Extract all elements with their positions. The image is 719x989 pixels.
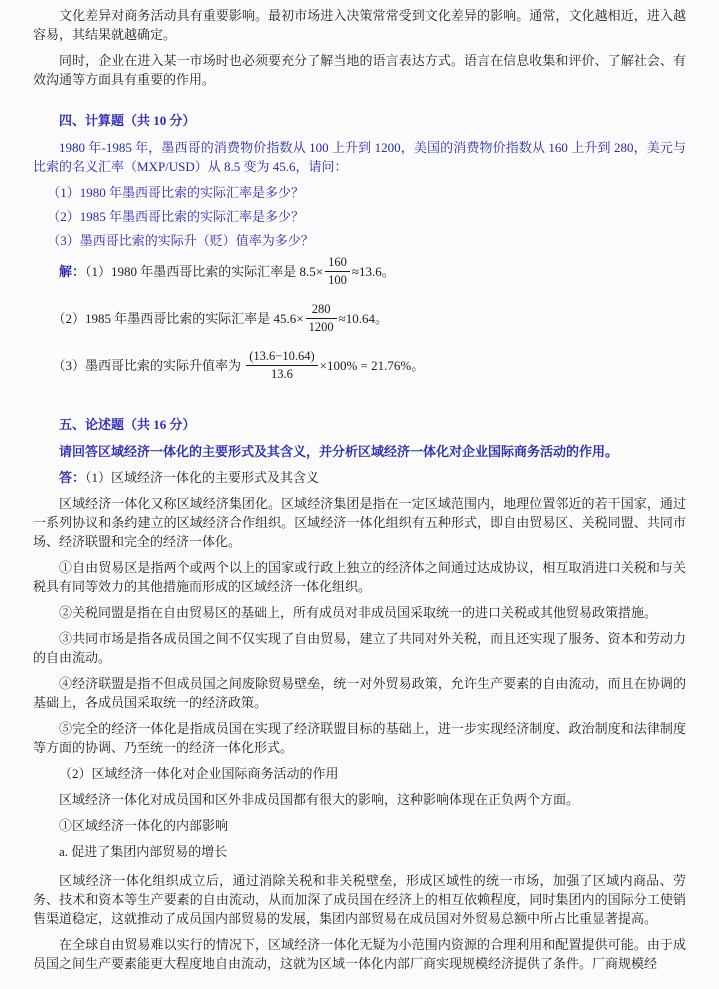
section4-question-2: （2）1985 年墨西哥比索的实际汇率是多少？	[47, 209, 305, 224]
body-paragraph: 区域经济一体化组织成立后，通过消除关税和非关税壁垒，形成区域性的统一市场，加强了区域内商品、劳务、技术和资本等生产要素的自由流动，从而加深了成员国在经济上的相互依赖程度，同时集团内的国际分工使销售渠道稳定，这就推动了成员国内部贸易的发展，集团内部贸易在成员国对外贸易总额中所占比重显著提高。	[33, 873, 686, 926]
solution-2-result: ≈10.64。	[338, 310, 388, 326]
answer-first-line: （1）区域经济一体化的主要形式及其含义	[85, 470, 320, 485]
fraction-denominator: 100	[328, 273, 347, 287]
fraction	[306, 302, 337, 335]
solution-2-expression	[273, 302, 388, 334]
answer-label: 答：	[59, 470, 86, 485]
solution-1-text: （1）1980 年墨西哥比索的实际汇率是	[85, 263, 300, 279]
solution-1-expression	[299, 255, 395, 287]
intro-paragraph: 同时，企业在进入某一市场时也必须要充分了解当地的语言表达方式。语言在信息收集和评价、了解社会、有效沟通等方面具有重要的作用。	[33, 53, 686, 87]
section5-heading: 五、论述题（共 16 分）	[59, 417, 196, 432]
solution-line-1	[33, 255, 686, 291]
solution-3-result: ×100% = 21.76%。	[319, 357, 425, 373]
solution-1-coefficient: 8.5×	[299, 263, 324, 279]
fraction	[246, 349, 317, 382]
solution-2-text: （2）1985 年墨西哥比索的实际汇率是	[52, 310, 274, 326]
body-paragraph: ③共同市场是指各成员国之间不仅实现了自由贸易，建立了共同对外关税，而且还实现了服务、资本和劳动力的自由流动。	[33, 631, 686, 665]
solution-line-3	[33, 349, 686, 385]
fraction-numerator: 280	[306, 302, 337, 319]
solution-2-coefficient: 45.6×	[273, 310, 304, 326]
solution-3-expression	[244, 349, 425, 381]
body-paragraph: 区域经济一体化对成员国和区外非成员国都有很大的影响，这种影响体现在正负两个方面。	[59, 792, 580, 807]
section4-question-3: （3）墨西哥比索的实际升（贬）值率为多少？	[47, 233, 314, 248]
body-paragraph: ④经济联盟是指不但成员国之间废除贸易壁垒，统一对外贸易政策，允许生产要素的自由流动，而且在协调的基础上，各成员国采取统一的经济政策。	[33, 676, 686, 710]
section4-question-1: （1）1980 年墨西哥比索的实际汇率是多少？	[47, 185, 305, 200]
solution-1-result: ≈13.6。	[351, 263, 395, 279]
solution-line-2	[33, 302, 686, 338]
fraction-denominator: 13.6	[271, 367, 293, 381]
fraction	[325, 255, 350, 288]
body-paragraph: a. 促进了集团内部贸易的增长	[59, 844, 228, 859]
fraction-numerator: (13.6−10.64)	[246, 349, 317, 366]
body-paragraph: ①区域经济一体化的内部影响	[59, 818, 229, 833]
body-paragraph: 区域经济一体化又称区域经济集团化。区域经济集团是指在一定区域范围内，地理位置邻近的若干国家，通过一系列协议和条约建立的区域经济合作组织。区域经济一体化组织有五种形式，即自由贸易区、关税同盟、共同市场、经济联盟和完全的经济一体化。	[33, 496, 686, 549]
section5-prompt: 请回答区域经济一体化的主要形式及其含义，并分析区域经济一体化对企业国际商务活动的作用。	[59, 444, 619, 459]
section5-answer-start	[33, 468, 686, 487]
intro-paragraph: 文化差异对商务活动具有重要影响。最初市场进入决策常常受到文化差异的影响。通常，文化越相近，进入越容易，其结果就越确定。	[33, 8, 686, 42]
fraction-numerator: 160	[325, 255, 350, 272]
body-paragraph: ①自由贸易区是指两个或两个以上的国家或行政上独立的经济体之间通过达成协议，相互取消进口关税和与关税具有同等效力的其他措施而形成的区域经济一体化组织。	[33, 560, 686, 594]
solution-3-text: （3）墨西哥比索的实际升值率为	[52, 357, 245, 373]
body-paragraph: ②关税同盟是指在自由贸易区的基础上，所有成员对非成员国采取统一的进口关税或其他贸易政策措施。	[59, 605, 658, 620]
body-paragraph: （2）区域经济一体化对企业国际商务活动的作用	[59, 766, 339, 781]
solution-label: 解：	[59, 263, 86, 279]
body-paragraph: ⑤完全的经济一体化是指成员国在实现了经济联盟目标的基础上，进一步实现经济制度、政治制度和法律制度等方面的协调、乃至统一的经济一体化形式。	[33, 721, 686, 755]
section4-problem-statement: 1980 年-1985 年，墨西哥的消费物价指数从 100 上升到 1200，美国的消费物价指数从 160 上升到 280，美元与比索的名义汇率（MXP/USD）从 8.5 变为 45.6，请问：	[33, 140, 686, 174]
fraction-denominator: 1200	[308, 320, 334, 334]
section4-heading: 四、计算题（共 10 分）	[59, 113, 196, 128]
body-paragraph: 在全球自由贸易难以实行的情况下，区域经济一体化无疑为小范围内资源的合理利用和配置提供可能。由于成员国之间生产要素能更大程度地自由流动，这就为区域一体化内部厂商实现规模经济提供了条件。厂商规模经	[33, 937, 686, 971]
